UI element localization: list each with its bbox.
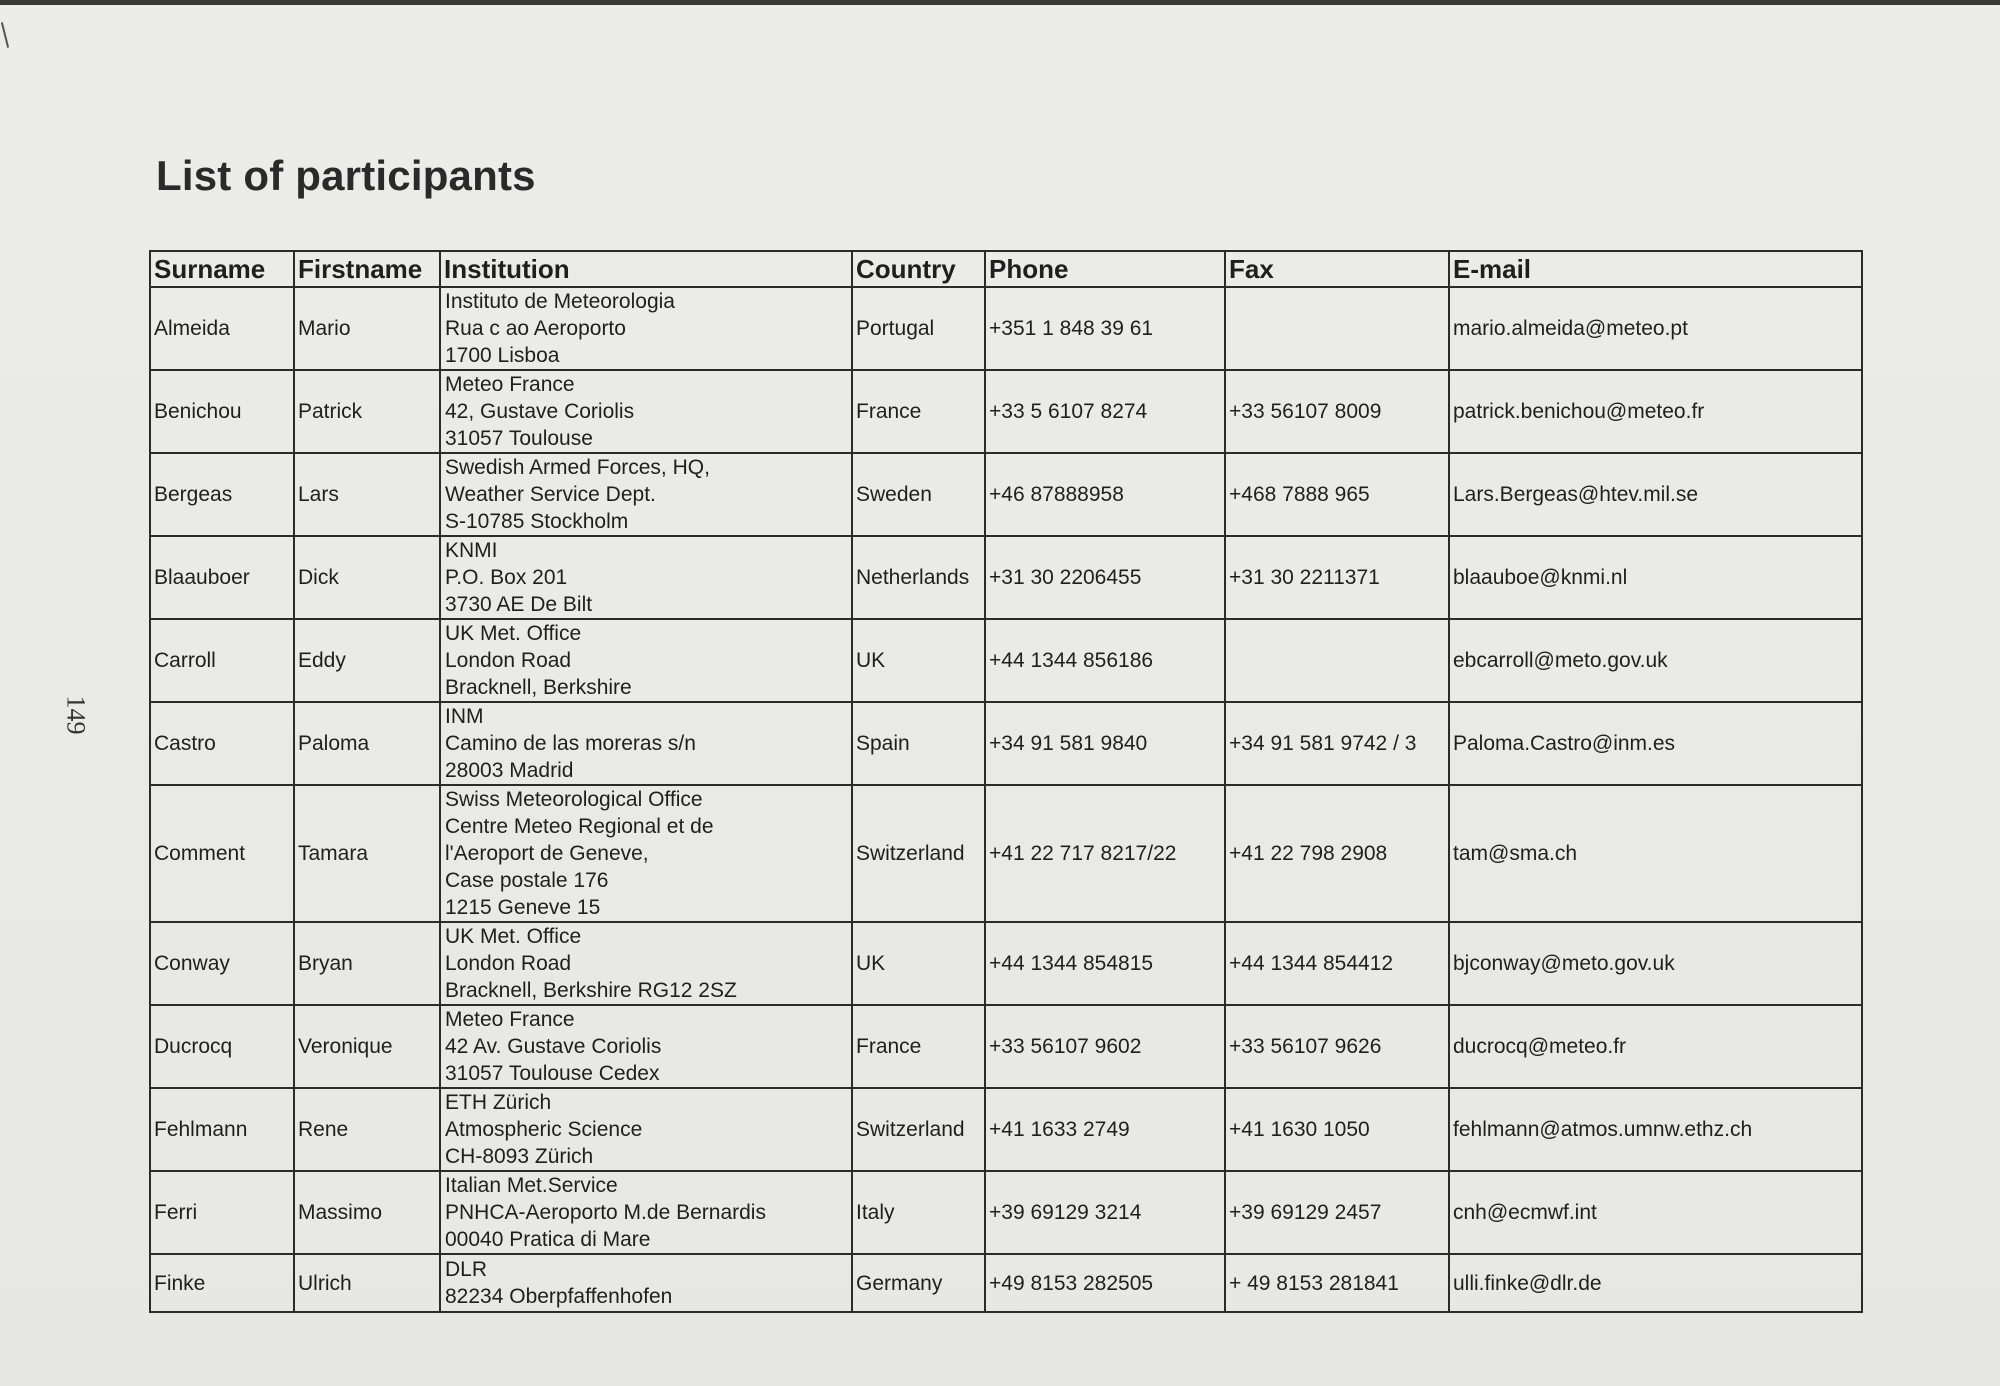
cell-phone: +39 69129 3214 [985,1171,1225,1254]
cell-fax: +34 91 581 9742 / 3 [1225,702,1449,785]
institution-line: Italian Met.Service [445,1174,618,1197]
cell-institution [440,702,852,785]
header-country: Country [852,251,985,287]
cell-email: ducrocq@meteo.fr [1449,1005,1862,1088]
cell-surname: Castro [150,702,294,785]
institution-line: UK Met. Office [445,925,582,948]
cell-institution [440,453,852,536]
cell-surname: Carroll [150,619,294,702]
cell-institution [440,922,852,1005]
cell-email: bjconway@meto.gov.uk [1449,922,1862,1005]
table-row [150,453,1862,536]
cell-firstname: Veronique [294,1005,440,1088]
table-row [150,1171,1862,1254]
institution-line: 31057 Toulouse Cedex [445,1062,660,1085]
cell-firstname: Bryan [294,922,440,1005]
cell-surname: Blaauboer [150,536,294,619]
institution-line: Bracknell, Berkshire [445,676,632,699]
cell-fax: +33 56107 9626 [1225,1005,1449,1088]
institution-line: Centre Meteo Regional et de [445,815,714,838]
cell-fax: +41 1630 1050 [1225,1088,1449,1171]
institution-line: UK Met. Office [445,622,582,645]
cell-institution [440,1254,852,1312]
cell-institution [440,1171,852,1254]
cell-surname: Comment [150,785,294,922]
participants-table-body [150,287,1862,1312]
header-email: E-mail [1449,251,1862,287]
cell-email: ulli.finke@dlr.de [1449,1254,1862,1312]
cell-firstname: Patrick [294,370,440,453]
table-row [150,702,1862,785]
cell-phone: +33 56107 9602 [985,1005,1225,1088]
cell-fax: +468 7888 965 [1225,453,1449,536]
cell-country: Netherlands [852,536,985,619]
institution-line: INM [445,705,484,728]
table-header-row [150,251,1862,287]
cell-email: tam@sma.ch [1449,785,1862,922]
cell-surname: Bergeas [150,453,294,536]
cell-phone: +44 1344 854815 [985,922,1225,1005]
cell-phone: +33 5 6107 8274 [985,370,1225,453]
header-firstname: Firstname [294,251,440,287]
cell-email: ebcarroll@meto.gov.uk [1449,619,1862,702]
institution-line: DLR [445,1258,488,1281]
cell-email: Paloma.Castro@inm.es [1449,702,1862,785]
cell-phone: +351 1 848 39 61 [985,287,1225,370]
institution-line: Meteo France [445,1008,575,1031]
header-fax: Fax [1225,251,1449,287]
cell-email: mario.almeida@meteo.pt [1449,287,1862,370]
cell-email: blaauboe@knmi.nl [1449,536,1862,619]
institution-line: Meteo France [445,373,575,396]
cell-institution [440,1088,852,1171]
cell-institution [440,536,852,619]
cell-institution [440,785,852,922]
institution-line: 42, Gustave Coriolis [445,400,635,423]
scan-top-edge [0,0,2000,5]
scan-corner-mark [1,22,9,48]
cell-firstname: Eddy [294,619,440,702]
table-row [150,785,1862,922]
cell-firstname: Tamara [294,785,440,922]
institution-line: 82234 Oberpfaffenhofen [445,1285,673,1308]
cell-country: UK [852,922,985,1005]
cell-phone: +34 91 581 9840 [985,702,1225,785]
table-row [150,1005,1862,1088]
table-row [150,370,1862,453]
cell-surname: Almeida [150,287,294,370]
cell-institution [440,370,852,453]
cell-firstname: Paloma [294,702,440,785]
cell-country: France [852,1005,985,1088]
institution-line: P.O. Box 201 [445,566,568,589]
cell-email: fehlmann@atmos.umnw.ethz.ch [1449,1088,1862,1171]
cell-surname: Benichou [150,370,294,453]
cell-surname: Fehlmann [150,1088,294,1171]
cell-firstname: Dick [294,536,440,619]
cell-surname: Ducrocq [150,1005,294,1088]
header-phone: Phone [985,251,1225,287]
institution-line: 00040 Pratica di Mare [445,1228,651,1251]
institution-line: PNHCA-Aeroporto M.de Bernardis [445,1201,766,1224]
institution-line: S-10785 Stockholm [445,510,629,533]
cell-email: Lars.Bergeas@htev.mil.se [1449,453,1862,536]
institution-line: Case postale 176 [445,869,609,892]
cell-country: UK [852,619,985,702]
table-row [150,536,1862,619]
institution-line: 31057 Toulouse [445,427,593,450]
cell-country: Sweden [852,453,985,536]
institution-line: London Road [445,952,572,975]
cell-surname: Finke [150,1254,294,1312]
cell-institution [440,1005,852,1088]
cell-country: Spain [852,702,985,785]
institution-line: 28003 Madrid [445,759,574,782]
page-number: 149 [61,695,91,735]
institution-line: KNMI [445,539,498,562]
institution-line: ETH Zürich [445,1091,552,1114]
cell-institution [440,619,852,702]
cell-fax: +44 1344 854412 [1225,922,1449,1005]
cell-email: patrick.benichou@meteo.fr [1449,370,1862,453]
institution-line: Instituto de Meteorologia [445,290,675,313]
institution-line: 1700 Lisboa [445,344,560,367]
cell-firstname: Rene [294,1088,440,1171]
cell-fax: +33 56107 8009 [1225,370,1449,453]
table-row [150,287,1862,370]
table-row [150,1088,1862,1171]
institution-line: Camino de las moreras s/n [445,732,696,755]
cell-country: Italy [852,1171,985,1254]
institution-line: 42 Av. Gustave Coriolis [445,1035,662,1058]
cell-phone: +49 8153 282505 [985,1254,1225,1312]
institution-line: London Road [445,649,572,672]
cell-country: Switzerland [852,1088,985,1171]
cell-country: Portugal [852,287,985,370]
cell-country: Germany [852,1254,985,1312]
cell-phone: +44 1344 856186 [985,619,1225,702]
cell-country: France [852,370,985,453]
institution-line: Atmospheric Science [445,1118,643,1141]
cell-fax: +31 30 2211371 [1225,536,1449,619]
institution-line: l'Aeroport de Geneve, [445,842,649,865]
table-row [150,922,1862,1005]
cell-email: cnh@ecmwf.int [1449,1171,1862,1254]
institution-line: Weather Service Dept. [445,483,656,506]
cell-phone: +46 87888958 [985,453,1225,536]
participants-table [149,250,1863,1313]
header-surname: Surname [150,251,294,287]
cell-fax [1225,287,1449,370]
cell-fax: +41 22 798 2908 [1225,785,1449,922]
cell-firstname: Lars [294,453,440,536]
cell-firstname: Ulrich [294,1254,440,1312]
institution-line: 1215 Geneve 15 [445,896,601,919]
header-institution: Institution [440,251,852,287]
cell-phone: +41 1633 2749 [985,1088,1225,1171]
institution-line: Bracknell, Berkshire RG12 2SZ [445,979,737,1002]
cell-phone: +41 22 717 8217/22 [985,785,1225,922]
institution-line: Swedish Armed Forces, HQ, [445,456,710,479]
cell-fax: + 49 8153 281841 [1225,1254,1449,1312]
cell-country: Switzerland [852,785,985,922]
cell-firstname: Massimo [294,1171,440,1254]
institution-line: Rua c ao Aeroporto [445,317,626,340]
institution-line: CH-8093 Zürich [445,1145,594,1168]
cell-institution [440,287,852,370]
cell-fax [1225,619,1449,702]
cell-surname: Conway [150,922,294,1005]
page-title: List of participants [156,152,536,199]
cell-surname: Ferri [150,1171,294,1254]
table-row [150,1254,1862,1312]
cell-phone: +31 30 2206455 [985,536,1225,619]
institution-line: Swiss Meteorological Office [445,788,703,811]
table-row [150,619,1862,702]
cell-firstname: Mario [294,287,440,370]
cell-fax: +39 69129 2457 [1225,1171,1449,1254]
institution-line: 3730 AE De Bilt [445,593,593,616]
